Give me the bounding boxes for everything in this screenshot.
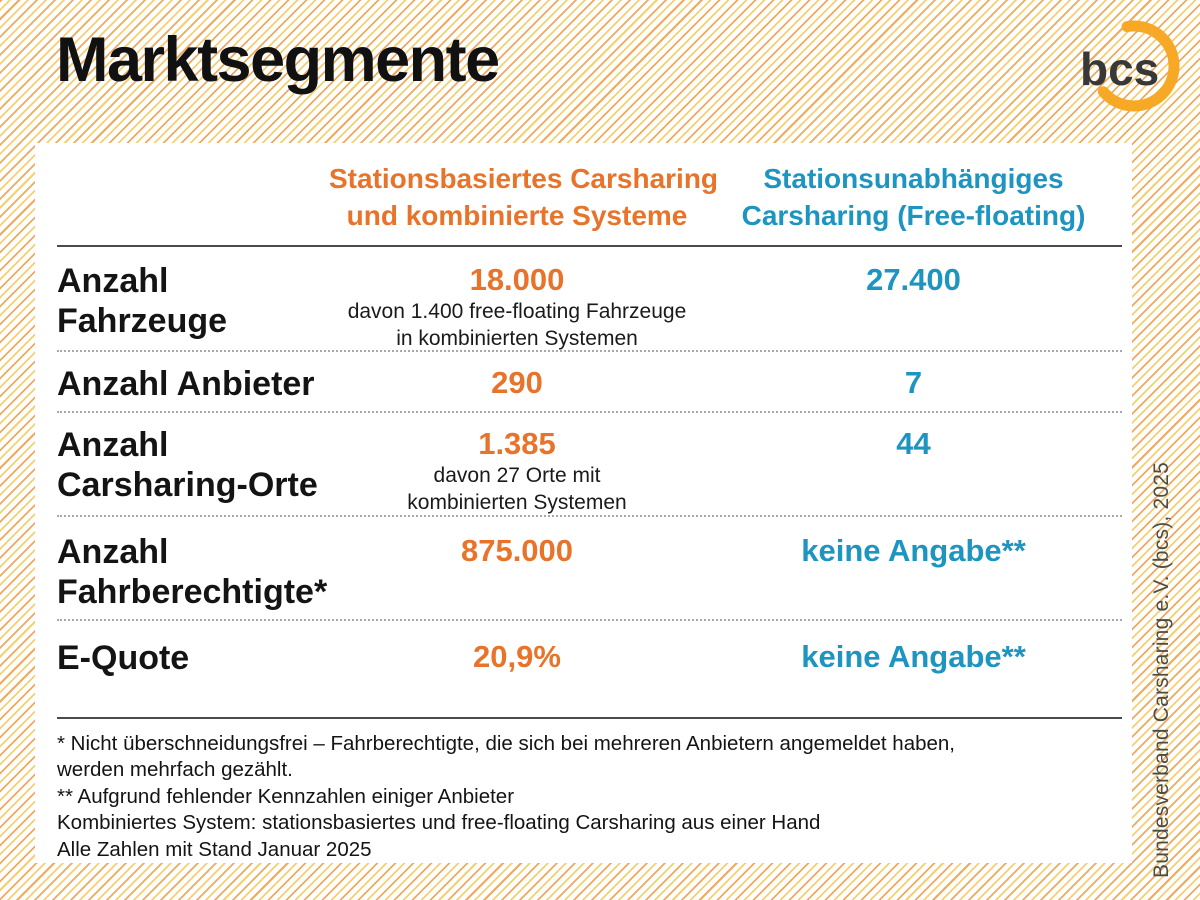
page-title: Marktsegmente (56, 25, 499, 95)
bcs-logo-text: bcs (1080, 43, 1160, 95)
row-label-line: Fahrberechtigte* (57, 573, 328, 611)
table-row-anbieter (57, 352, 1122, 413)
row-label-line: Anzahl Anbieter (57, 365, 315, 403)
column-header-line: Stationsbasiertes Carsharing (329, 163, 719, 194)
value-stationsbasiert: 875.000 (460, 533, 574, 568)
footnote-line: Kombiniertes System: stationsbasiertes und free-floating Carsharing aus einer Hand (57, 811, 821, 835)
row-label-line: E-Quote (57, 639, 190, 677)
row-label (57, 638, 329, 717)
value-stationsbasiert: 1.385 (478, 426, 556, 461)
value-freefloating: 27.400 (866, 262, 961, 297)
table-header-row (57, 143, 1122, 247)
value-note: kombinierten Systemen (407, 491, 627, 514)
row-label-line: Fahrzeuge (57, 302, 228, 340)
cell-freefloating (705, 425, 1122, 516)
footnote-line: Alle Zahlen mit Stand Januar 2025 (57, 837, 372, 861)
column-header-line: Stationsunabhängiges (763, 163, 1064, 194)
footnotes (57, 719, 1122, 863)
table-row-fahrberechtigte (57, 517, 1122, 621)
cell-stationsbasiert (329, 364, 705, 411)
row-label (57, 532, 329, 619)
cell-stationsbasiert (329, 261, 705, 352)
cell-freefloating (705, 364, 1122, 411)
bcs-logo (1080, 18, 1184, 118)
cell-freefloating (705, 638, 1122, 717)
value-stationsbasiert: 18.000 (469, 262, 565, 297)
data-card (35, 143, 1132, 863)
value-freefloating: keine Angabe** (801, 533, 1026, 568)
value-freefloating: 7 (904, 365, 923, 400)
table-row-fahrzeuge (57, 247, 1122, 352)
row-label (57, 364, 329, 411)
source-credit: Bundesverband Carsharing e.V. (bcs), 2025 (1150, 461, 1173, 878)
value-note: davon 27 Orte mit (433, 464, 601, 487)
column-header-freefloating (705, 160, 1122, 245)
footnote-line: werden mehrfach gezählt. (57, 758, 293, 782)
row-label-line: Anzahl (57, 262, 169, 300)
value-note: davon 1.400 free-floating Fahrzeuge (347, 300, 687, 323)
table-row-equote (57, 621, 1122, 719)
row-label (57, 261, 329, 352)
cell-freefloating (705, 261, 1122, 352)
cell-stationsbasiert (329, 532, 705, 619)
value-freefloating: 44 (896, 426, 931, 461)
column-header-line: Carsharing (Free-floating) (741, 200, 1086, 231)
column-header-stationsbasiert (329, 160, 719, 245)
row-label-line: Carsharing-Orte (57, 466, 318, 504)
value-stationsbasiert: 20,9% (473, 639, 561, 674)
header-label-spacer (57, 160, 329, 245)
footnote-line: * Nicht überschneidungsfrei – Fahrberechtigte, die sich bei mehreren Anbietern angemeldet haben, (57, 732, 955, 755)
row-label-line: Anzahl (57, 533, 169, 571)
row-label-line: Anzahl (57, 426, 169, 464)
value-stationsbasiert: 290 (491, 365, 543, 400)
cell-freefloating (705, 532, 1122, 619)
cell-stationsbasiert (329, 638, 705, 717)
value-freefloating: keine Angabe** (801, 639, 1026, 674)
column-header-line: und kombinierte Systeme (346, 200, 688, 231)
footnote-line: ** Aufgrund fehlender Kennzahlen einiger Anbieter (57, 784, 515, 808)
row-label (57, 425, 329, 516)
cell-stationsbasiert (329, 425, 705, 516)
value-note: in kombinierten Systemen (396, 327, 638, 350)
table-row-orte (57, 413, 1122, 517)
